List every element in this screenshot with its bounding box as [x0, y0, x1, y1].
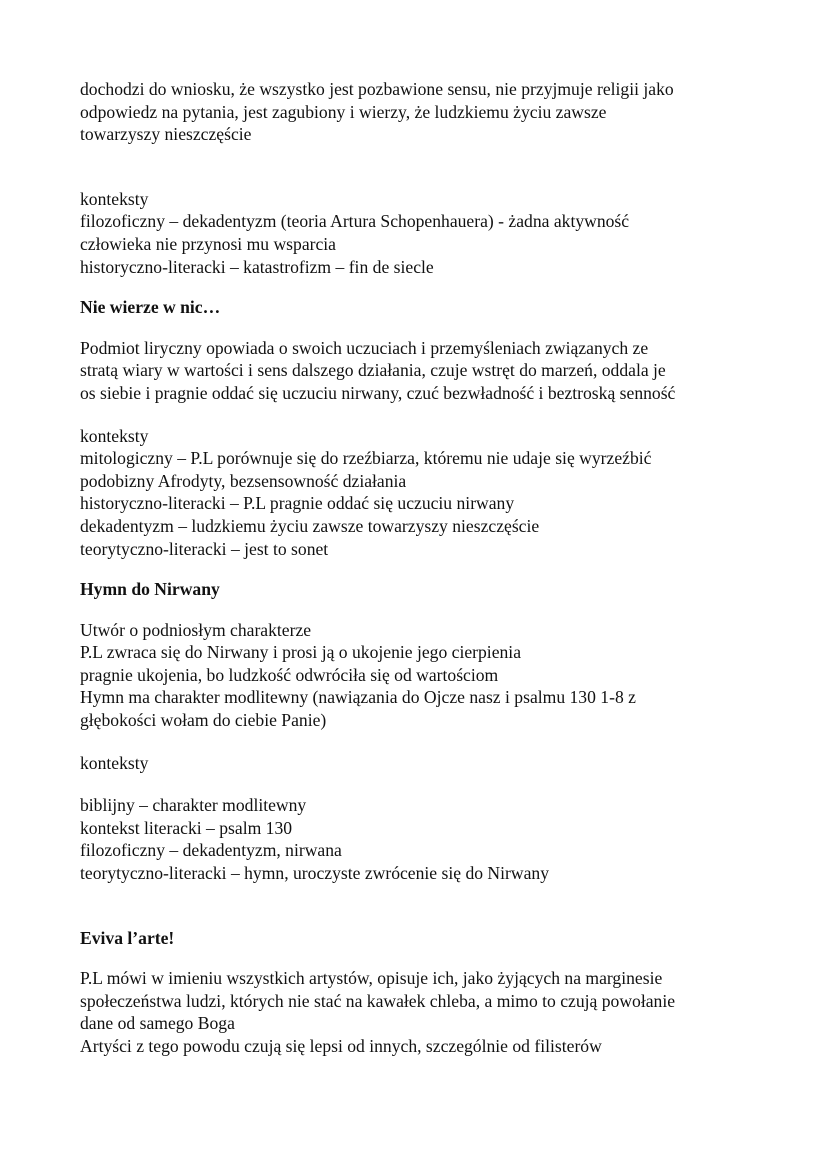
- text-line: społeczeństwa ludzi, których nie stać na kawałek chleba, a mimo to czują powołanie: [80, 990, 676, 1011]
- contexts-label: konteksty: [80, 188, 149, 209]
- section1-body: [80, 337, 780, 405]
- text-line: Podmiot liryczny opowiada o swoich uczuciach i przemyśleniach związanych ze: [80, 337, 649, 358]
- text-line: teorytyczno-literacki – jest to sonet: [80, 538, 329, 559]
- text-line: Utwór o podniosłym charakterze: [80, 619, 312, 640]
- text-line: mitologiczny – P.L porównuje się do rzeźbiarza, któremu nie udaje się wyrzeźbić: [80, 448, 652, 469]
- text-line: człowieka nie przynosi mu wsparcia: [80, 233, 336, 254]
- text-line: Hymn ma charakter modlitewny (nawiązania do Ojcze nasz i psalmu 130 1-8 z: [80, 687, 636, 708]
- text-line: P.L zwraca się do Nirwany i prosi ją o ukojenie jego cierpienia: [80, 642, 522, 663]
- contexts-label: konteksty: [80, 425, 149, 446]
- section1-contexts: [80, 425, 780, 561]
- text-line: stratą wiary w wartości i sens dalszego działania, czuje wstręt do marzeń, oddala je: [80, 360, 666, 381]
- section-heading-hymn: Hymn do Nirwany: [80, 579, 220, 600]
- text-line: os siebie i pragnie oddać się uczuciu nirwany, czuć bezwładność i beztroską senność: [80, 382, 676, 403]
- text-line: P.L mówi w imieniu wszystkich artystów, opisuje ich, jako żyjących na marginesie: [80, 968, 663, 989]
- text-line: dane od samego Boga: [80, 1013, 235, 1034]
- text-line: filozoficzny – dekadentyzm (teoria Artura Schopenhauera) - żadna aktywność: [80, 211, 630, 232]
- text-line: kontekst literacki – psalm 130: [80, 817, 293, 838]
- section2-contexts: [80, 794, 780, 884]
- text-line: podobizny Afrodyty, bezsensowność działania: [80, 470, 407, 491]
- section-heading-eviva: Eviva l’arte!: [80, 927, 175, 948]
- text-line: towarzyszy nieszczęście: [80, 124, 252, 145]
- text-line: historyczno-literacki – P.L pragnie oddać się uczuciu nirwany: [80, 493, 515, 514]
- text-line: pragnie ukojenia, bo ludzkość odwróciła się od wartościom: [80, 664, 499, 685]
- contexts-block-1: [80, 188, 780, 278]
- document-page: [80, 78, 780, 1058]
- text-line: dekadentyzm – ludzkiemu życiu zawsze towarzyszy nieszczęście: [80, 515, 540, 536]
- section3-body: [80, 967, 780, 1057]
- text-line: głębokości wołam do ciebie Panie): [80, 710, 327, 731]
- text-line: Artyści z tego powodu czują się lepsi od innych, szczególnie od filisterów: [80, 1036, 602, 1056]
- text-line: filozoficzny – dekadentyzm, nirwana: [80, 840, 342, 861]
- section2-body: [80, 619, 780, 732]
- intro-paragraph: [80, 78, 780, 146]
- contexts-label: konteksty: [80, 752, 149, 773]
- text-line: odpowiedz na pytania, jest zagubiony i wierzy, że ludzkiemu życiu zawsze: [80, 101, 607, 122]
- text-line: dochodzi do wniosku, że wszystko jest pozbawione sensu, nie przyjmuje religii jako: [80, 79, 674, 99]
- text-line: teorytyczno-literacki – hymn, uroczyste zwrócenie się do Nirwany: [80, 863, 549, 884]
- text-line: historyczno-literacki – katastrofizm – fin de siecle: [80, 256, 434, 277]
- text-line: biblijny – charakter modlitewny: [80, 795, 307, 816]
- section-heading-nie-wierze: Nie wierze w nic…: [80, 297, 221, 318]
